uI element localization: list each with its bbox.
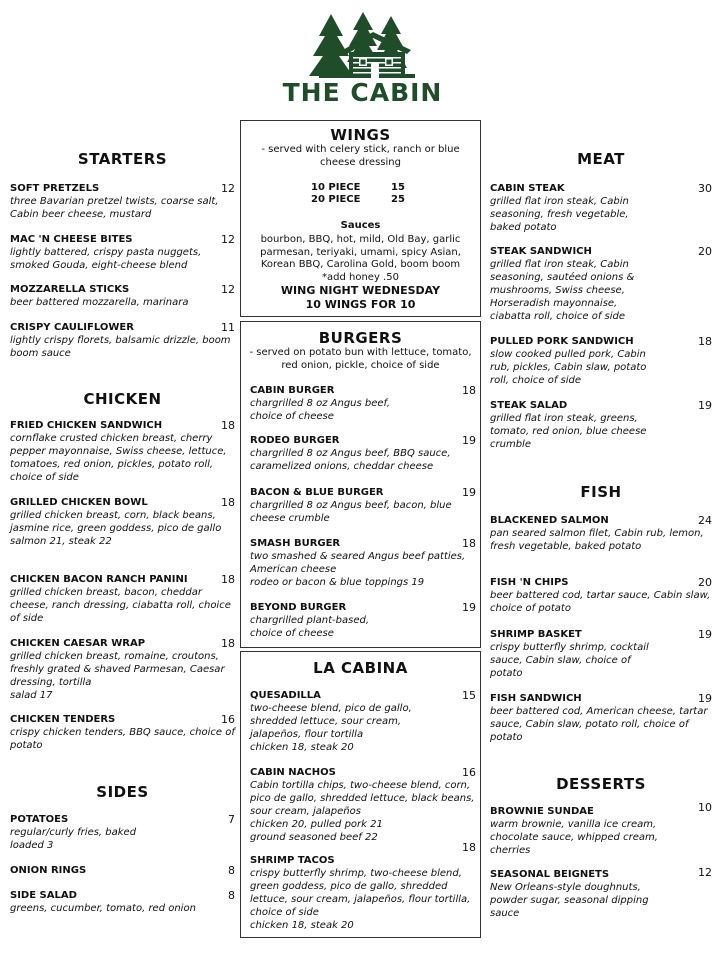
section-title-meat: MEAT [577,150,625,168]
item-extra: salmon 21, steak 22 [10,536,112,547]
item-name: RODEO BURGER [250,435,340,446]
item-price: 18 [221,419,235,432]
item-description: cornflake crusted chicken breast, cherry pepper mayonnaise, Swiss cheese, lettuce, tomatoes, red onion, pickles, potato roll, choice of side [10,433,227,483]
wing-night-special: WING NIGHT WEDNESDAY [280,284,441,297]
item-description: beer battered cod, American cheese, tartar sauce, Cabin slaw, potato roll, choice of potato [490,706,708,743]
section-title-wings: WINGS [330,126,391,144]
wings-size-label: 10 PIECE [311,182,361,193]
item-description: chargrilled 8 oz Angus beef, choice of cheese [250,398,391,422]
item-name: SMASH BURGER [250,538,341,549]
item-name: CHICKEN CAESAR WRAP [10,638,146,649]
item-name: BROWNIE SUNDAE [490,806,594,817]
item-name: SHRIMP BASKET [490,629,582,640]
item-name: SEASONAL BEIGNETS [490,869,610,880]
menu-item-rodeo-burger [250,434,476,473]
section-title-desserts: DESSERTS [556,775,646,793]
item-extra: chicken 18, steak 20 [250,742,354,753]
item-description: crispy chicken tenders, BBQ sauce, choice of potato [10,727,235,751]
item-price: 8 [228,889,235,902]
item-description: grilled flat iron steak, greens, tomato, red onion, blue cheese crumble [490,413,647,450]
item-name: CABIN BURGER [250,385,335,396]
item-name: STEAK SANDWICH [490,246,592,257]
item-name: PULLED PORK SANDWICH [490,336,634,347]
item-price: 18 [221,496,235,509]
item-extra: rodeo or bacon & blue toppings 19 [250,577,425,588]
item-price: 19 [462,486,476,499]
item-price: 18 [462,384,476,397]
la-cabina-box [240,651,481,938]
cabin-logo [280,10,445,110]
menu-item-seasonal-beignets [490,868,712,920]
item-description: grilled flat iron steak, Cabin seasoning, fresh vegetable, baked potato [490,196,629,233]
item-description: pan seared salmon filet, Cabin rub, lemon, fresh vegetable, baked potato [490,528,704,552]
item-name: STEAK SALAD [490,400,568,411]
menu-item-crispy-cauliflower [10,321,235,360]
wings-size-label: 20 PIECE [311,194,361,205]
brand-name: THE CABIN [282,78,443,107]
item-description: lightly battered, crispy pasta nuggets, smoked Gouda, eight-cheese blend [10,247,202,271]
menu-item-cabin-nachos [250,766,476,844]
item-price: 19 [698,628,712,641]
menu-item-beyond-burger [250,601,476,640]
item-price: 12 [698,866,712,879]
log-cabin-with-pine-trees-icon [303,10,423,82]
item-description: regular/curly fries, baked [10,827,137,838]
section-title-fish: FISH [580,483,622,501]
item-extra: chicken 18, steak 20 [250,920,354,931]
menu-item-mozzarella-sticks [10,283,235,309]
section-title-sides: SIDES [96,783,149,801]
item-description: Cabin tortilla chips, two-cheese blend, corn, pico de gallo, shredded lettuce, black beans, sour cream, jalapeños [250,780,475,817]
menu-item-mac-n-cheese-bites [10,233,235,272]
item-price: 20 [698,245,712,258]
item-name: CRISPY CAULIFLOWER [10,322,134,333]
item-description: beer battered mozzarella, marinara [10,297,189,308]
menu-item-quesadilla [250,689,476,754]
item-name: GRILLED CHICKEN BOWL [10,497,148,508]
item-name: CHICKEN BACON RANCH PANINI [10,574,188,585]
item-description: warm brownie, vanilla ice cream, chocolate sauce, whipped cream, cherries [490,819,658,856]
item-price: 19 [462,434,476,447]
menu-item-fried-chicken-sandwich [10,419,235,484]
menu-item-side-salad [10,889,235,915]
item-extra: loaded 3 [10,840,54,851]
item-description: chargrilled 8 oz Angus beef, BBQ sauce, caramelized onions, cheddar cheese [250,448,451,472]
menu-item-soft-pretzels [10,182,235,221]
item-price: 18 [221,637,235,650]
menu-item-onion-rings [10,864,235,877]
menu-item-shrimp-basket [490,628,712,680]
menu-item-steak-salad [490,399,712,451]
item-price: 12 [221,233,235,246]
menu-item-grilled-chicken-bowl [10,496,235,548]
menu-item-fish-sandwich [490,692,712,744]
section-title-starters: STARTERS [77,150,168,168]
section-title-burgers: BURGERS [318,329,403,347]
item-name: FRIED CHICKEN SANDWICH [10,420,163,431]
item-price: 10 [698,801,712,814]
wings-size-price: 15 [391,182,405,193]
item-price: 30 [698,182,712,195]
item-price: 19 [698,692,712,705]
item-description: chargrilled plant-based, choice of cheese [250,615,370,639]
item-description: crispy butterfly shrimp, two-cheese blend, green goddess, pico de gallo, shredded lettuce, sour cream, jalapeños, flour tortilla, choice of side [250,868,471,918]
item-name: CHICKEN TENDERS [10,714,116,725]
item-description: beer battered cod, tartar sauce, Cabin slaw, choice of potato [490,590,711,614]
item-name: BEYOND BURGER [250,602,347,613]
item-price: 16 [221,713,235,726]
wings-note: - served with celery stick, ranch or blue cheese dressing [261,144,460,168]
item-name: ONION RINGS [10,865,87,876]
wing-night-deal: 10 WINGS FOR 10 [305,298,416,311]
item-price: 16 [462,766,476,779]
item-name: BLACKENED SALMON [490,515,609,526]
item-price: 20 [698,576,712,589]
sauces-title: Sauces [340,220,381,231]
item-price: 18 [462,841,476,854]
item-name: FISH 'N CHIPS [490,577,569,588]
item-description: grilled chicken breast, bacon, cheddar cheese, ranch dressing, ciabatta roll, choice of side [10,587,231,624]
item-extra: ground seasoned beef 22 [250,832,378,843]
menu-item-steak-sandwich [490,245,712,323]
menu-item-cabin-burger [250,384,476,423]
item-price: 18 [462,537,476,550]
item-description: grilled flat iron steak, Cabin seasoning, sautéed onions & mushrooms, Swiss cheese, Horseradish mayonnaise, ciabatta roll, choice of side [490,259,635,322]
section-title-la-cabina: LA CABINA [313,659,408,677]
item-name: MOZZARELLA STICKS [10,284,130,295]
item-name: SHRIMP TACOS [250,855,335,866]
honey-addon: *add honey .50 [322,272,399,283]
item-extra: salad 17 [10,690,53,701]
item-price: 18 [698,335,712,348]
menu-item-blackened-salmon [490,514,712,553]
menu-item-chicken-caesar-wrap [10,637,235,702]
item-name: FISH SANDWICH [490,693,582,704]
item-price: 11 [221,321,235,334]
item-description: grilled chicken breast, corn, black beans, jasmine rice, green goddess, pico de gallo [10,510,222,534]
wings-box [240,120,481,317]
item-price: 18 [221,573,235,586]
item-price: 24 [698,514,712,527]
item-price: 8 [228,864,235,877]
item-description: crispy butterfly shrimp, cocktail sauce, Cabin slaw, choice of potato [490,642,649,679]
item-name: POTATOES [10,814,69,825]
menu-item-potatoes [10,813,235,852]
menu-item-brownie-sundae [490,801,712,857]
menu-item-chicken-tenders [10,713,235,752]
menu-item-bacon-blue-burger [250,486,476,525]
section-title-chicken: CHICKEN [83,390,162,408]
item-extra: chicken 20, pulled pork 21 [250,819,383,830]
item-name: SOFT PRETZELS [10,183,100,194]
menu-item-fish-n-chips [490,576,712,615]
menu-item-cabin-steak [490,182,712,234]
menu-item-pulled-pork-sandwich [490,335,712,387]
item-price: 7 [228,813,235,826]
sauces-list: bourbon, BBQ, hot, mild, Old Bay, garlic parmesan, teriyaki, umami, spicy Asian, Korean BBQ, Carolina Gold, boom boom [260,234,461,270]
item-name: CABIN STEAK [490,183,565,194]
wings-size-price: 25 [391,194,405,205]
wings-size-20 [311,194,421,207]
left-column [10,0,235,960]
item-description: two smashed & seared Angus beef patties, American cheese [250,551,466,575]
item-name: BACON & BLUE BURGER [250,487,384,498]
item-description: two-cheese blend, pico de gallo, shredded lettuce, sour cream, jalapeños, flour tortilla [250,703,412,740]
burgers-box [240,321,481,648]
item-price: 19 [462,601,476,614]
item-price: 19 [698,399,712,412]
menu-item-shrimp-tacos [250,841,476,932]
item-price: 12 [221,283,235,296]
item-name: QUESADILLA [250,690,321,701]
item-description: slow cooked pulled pork, Cabin rub, pickles, Cabin slaw, potato roll, choice of side [490,349,647,386]
item-description: chargrilled 8 oz Angus beef, bacon, blue cheese crumble [250,500,452,524]
item-description: lightly crispy florets, balsamic drizzle, boom boom sauce [10,335,231,359]
menu-item-chicken-bacon-ranch-panini [10,573,235,625]
wings-size-10 [311,182,421,195]
item-name: SIDE SALAD [10,890,77,901]
item-description: grilled chicken breast, romaine, croutons, freshly grated & shaved Parmesan, Caesar dressing, tortilla [10,651,225,688]
item-price: 15 [462,689,476,702]
item-name: CABIN NACHOS [250,767,336,778]
menu-item-smash-burger [250,537,476,589]
right-column [490,0,712,960]
item-description: New Orleans-style doughnuts, powder sugar, seasonal dipping sauce [490,882,649,919]
item-description: three Bavarian pretzel twists, coarse salt, Cabin beer cheese, mustard [10,196,219,220]
burgers-note: - served on potato bun with lettuce, tomato, red onion, pickle, choice of side [249,347,472,371]
item-price: 12 [221,182,235,195]
item-name: MAC 'N CHEESE BITES [10,234,133,245]
item-description: greens, cucumber, tomato, red onion [10,903,196,914]
